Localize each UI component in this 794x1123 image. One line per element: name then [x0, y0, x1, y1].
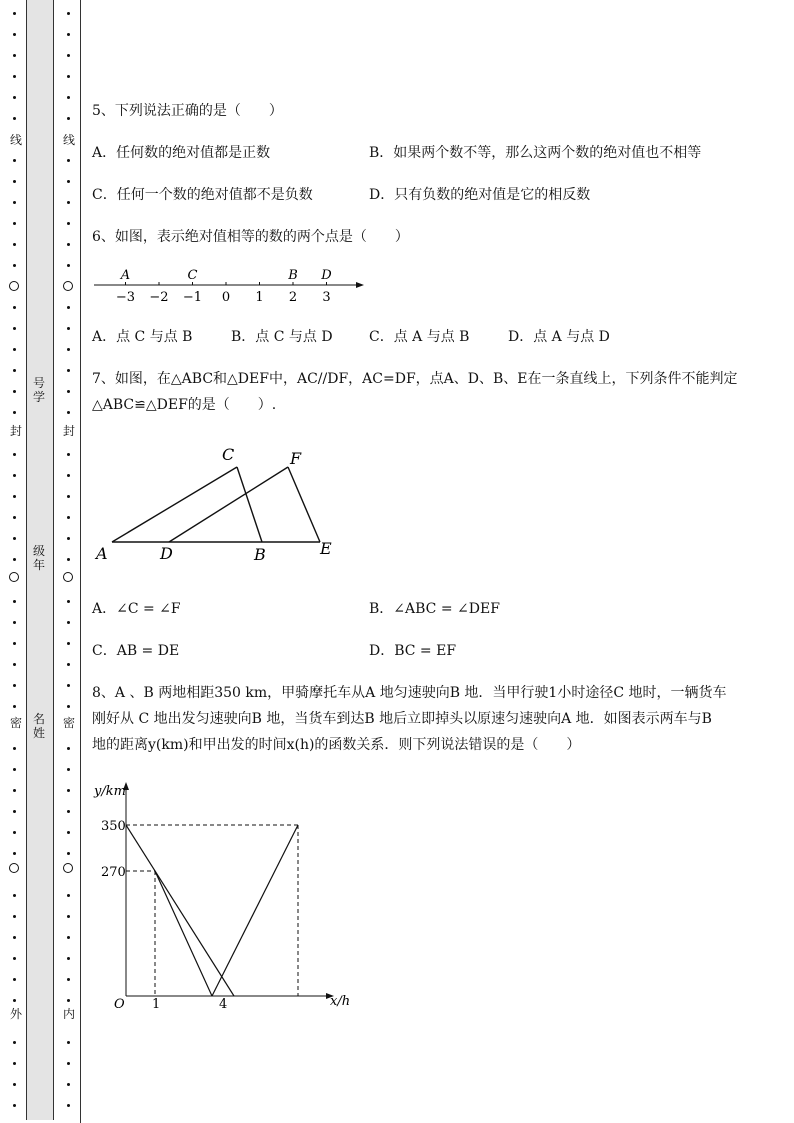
inner-label-mi: 密 — [62, 716, 75, 730]
margin-dot — [67, 747, 70, 750]
tick-label: 0 — [221, 290, 231, 305]
margin-dot — [67, 957, 70, 960]
margin-dot — [67, 705, 70, 708]
margin-dot — [13, 474, 16, 477]
margin-dot — [67, 558, 70, 561]
margin-dot — [13, 264, 16, 267]
margin-dot — [13, 957, 16, 960]
margin-dot — [67, 999, 70, 1002]
margin-dot — [67, 852, 70, 855]
margin-dot — [67, 600, 70, 603]
label-d: D — [160, 544, 173, 563]
margin-dot — [13, 1083, 16, 1086]
margin-dot — [67, 789, 70, 792]
margin-circle — [63, 281, 73, 291]
margin-dot — [67, 915, 70, 918]
margin-dot — [67, 306, 70, 309]
q7-stem-line1: 7、如图，在△ABC和△DEF中，AC//DF，AC=DF，点A、D、B、E在一条直线上，下列条件不能判定 — [92, 371, 738, 387]
distance-time-graph — [92, 778, 362, 1014]
margin-dot — [67, 411, 70, 414]
margin-dot — [13, 411, 16, 414]
q7-stem-line2: △ABC≌△DEF的是（ ）. — [92, 397, 277, 413]
margin-circle — [63, 863, 73, 873]
margin-circle — [63, 572, 73, 582]
margin-dot — [67, 663, 70, 666]
margin-dot — [13, 180, 16, 183]
margin-circle — [9, 281, 19, 291]
cut-line — [80, 0, 81, 1123]
margin-dot — [13, 54, 16, 57]
margin-dot — [67, 642, 70, 645]
y-tick-350: 350 — [101, 819, 126, 834]
q5-option-b: B．如果两个数不等，那么这两个数的绝对值也不相等 — [369, 145, 702, 161]
margin-dot — [13, 558, 16, 561]
margin-dot — [13, 978, 16, 981]
q5-option-a: A．任何数的绝对值都是正数 — [92, 145, 271, 161]
field-grade: 级年 — [32, 544, 45, 572]
tick-label: −3 — [115, 290, 136, 305]
tick-label: 2 — [288, 290, 298, 305]
margin-dot — [13, 894, 16, 897]
origin-label: O — [114, 997, 125, 1012]
margin-dot — [67, 768, 70, 771]
q7-option-b: B．∠ABC = ∠DEF — [369, 601, 500, 617]
margin-dot — [13, 369, 16, 372]
margin-dot — [13, 222, 16, 225]
inner-label-xian: 线 — [62, 133, 75, 147]
inner-label-nei: 内 — [62, 1007, 75, 1021]
margin-dot — [67, 243, 70, 246]
margin-dot — [13, 747, 16, 750]
margin-dot — [13, 348, 16, 351]
margin-dot — [13, 1041, 16, 1044]
tick-label: 3 — [322, 290, 331, 305]
label-e: E — [320, 539, 332, 558]
margin-dot — [67, 831, 70, 834]
margin-dot — [13, 96, 16, 99]
margin-dot — [13, 1062, 16, 1065]
margin-dot — [13, 243, 16, 246]
margin-dot — [67, 453, 70, 456]
margin-dot — [67, 96, 70, 99]
margin-dot — [67, 369, 70, 372]
q5-option-d: D．只有负数的绝对值是它的相反数 — [369, 187, 591, 203]
triangles-figure — [92, 436, 352, 570]
inner-label-feng: 封 — [62, 424, 75, 438]
y-axis-label: y/km — [94, 784, 126, 799]
binding-margin — [0, 0, 82, 1123]
margin-dot — [13, 621, 16, 624]
q7-option-c: C．AB = DE — [92, 643, 180, 659]
margin-dot — [13, 810, 16, 813]
x-tick-1: 1 — [152, 997, 161, 1012]
margin-dot — [67, 894, 70, 897]
label-f: F — [290, 449, 302, 468]
outer-label-feng: 封 — [9, 424, 22, 438]
label-a: A — [96, 544, 108, 563]
point-label-d: D — [321, 268, 332, 283]
q7-option-d: D．BC = EF — [369, 643, 457, 659]
margin-dot — [67, 264, 70, 267]
margin-dot — [67, 390, 70, 393]
x-axis-label: x/h — [330, 994, 351, 1009]
tick-label: 1 — [255, 290, 264, 305]
margin-dot — [13, 936, 16, 939]
margin-dot — [13, 453, 16, 456]
margin-dot — [13, 12, 16, 15]
margin-dot — [13, 201, 16, 204]
margin-dot — [67, 684, 70, 687]
margin-dot — [67, 201, 70, 204]
q8-stem-line3: 地的距离y(km)和甲出发的时间x(h)的函数关系．则下列说法错误的是（ ） — [92, 737, 581, 753]
margin-dot — [67, 180, 70, 183]
q6-option-b: B．点 C 与点 D — [231, 329, 333, 345]
margin-dot — [13, 852, 16, 855]
margin-dot — [13, 831, 16, 834]
field-name: 名姓 — [32, 712, 45, 740]
margin-dot — [13, 789, 16, 792]
margin-dot — [13, 642, 16, 645]
margin-dot — [67, 1104, 70, 1107]
margin-dot — [67, 621, 70, 624]
outer-label-mi: 密 — [9, 716, 22, 730]
margin-dot — [13, 327, 16, 330]
margin-dot — [13, 390, 16, 393]
margin-dot — [67, 222, 70, 225]
margin-dot — [13, 915, 16, 918]
margin-dot — [67, 537, 70, 540]
q6-option-c: C．点 A 与点 B — [369, 329, 470, 345]
margin-dot — [13, 705, 16, 708]
q6-option-d: D．点 A 与点 D — [508, 329, 610, 345]
margin-dot — [67, 33, 70, 36]
margin-dot — [13, 516, 16, 519]
margin-dot — [13, 306, 16, 309]
q6-option-a: A．点 C 与点 B — [92, 329, 193, 345]
margin-dot — [67, 117, 70, 120]
q5-option-c: C．任何一个数的绝对值都不是负数 — [92, 187, 313, 203]
margin-dot — [67, 1062, 70, 1065]
q5-stem: 5、下列说法正确的是（ ） — [92, 103, 283, 119]
outer-label-xian: 线 — [9, 133, 22, 147]
label-b: B — [254, 545, 266, 564]
tick-label: −1 — [182, 290, 203, 305]
q7-option-a: A．∠C = ∠F — [92, 601, 181, 617]
margin-dot — [13, 1104, 16, 1107]
outer-label-wai: 外 — [9, 1007, 22, 1021]
q8-stem-line1: 8、A 、B 两地相距350 km，甲骑摩托车从A 地匀速驶向B 地．当甲行驶1小时途径C 地时，一辆货车 — [92, 685, 727, 701]
margin-circle — [9, 863, 19, 873]
margin-dot — [13, 495, 16, 498]
margin-dot — [13, 663, 16, 666]
margin-dot — [13, 999, 16, 1002]
margin-dot — [67, 1041, 70, 1044]
margin-dot — [67, 348, 70, 351]
q8-stem-line2: 刚好从 C 地出发匀速驶向B 地，当货车到达B 地后立即掉头以原速匀速驶向A 地．如图表示两车与B — [92, 711, 712, 727]
margin-dot — [13, 684, 16, 687]
point-label-c: C — [187, 268, 198, 283]
margin-dot — [67, 1083, 70, 1086]
margin-dot — [13, 768, 16, 771]
margin-dot — [13, 159, 16, 162]
point-label-b: B — [288, 268, 298, 283]
field-student-number: 号学 — [32, 376, 45, 404]
margin-dot — [13, 600, 16, 603]
margin-dot — [67, 495, 70, 498]
margin-dot — [67, 75, 70, 78]
margin-dot — [13, 537, 16, 540]
label-c: C — [222, 445, 235, 464]
number-line-ticks — [116, 268, 332, 305]
x-tick-4: 4 — [219, 997, 228, 1012]
margin-dot — [13, 117, 16, 120]
margin-dot — [67, 54, 70, 57]
margin-dot — [67, 327, 70, 330]
margin-dot — [67, 159, 70, 162]
margin-dot — [67, 516, 70, 519]
number-line-figure — [92, 264, 372, 306]
margin-dot — [67, 810, 70, 813]
q6-stem: 6、如图，表示绝对值相等的数的两个点是（ ） — [92, 229, 409, 245]
margin-dot — [67, 978, 70, 981]
margin-dot — [67, 936, 70, 939]
margin-dot — [13, 75, 16, 78]
margin-circle — [9, 572, 19, 582]
margin-dot — [67, 12, 70, 15]
margin-dot — [67, 474, 70, 477]
y-tick-270: 270 — [101, 865, 126, 880]
margin-dot — [13, 33, 16, 36]
point-label-a: A — [120, 268, 131, 283]
tick-label: −2 — [149, 290, 169, 305]
